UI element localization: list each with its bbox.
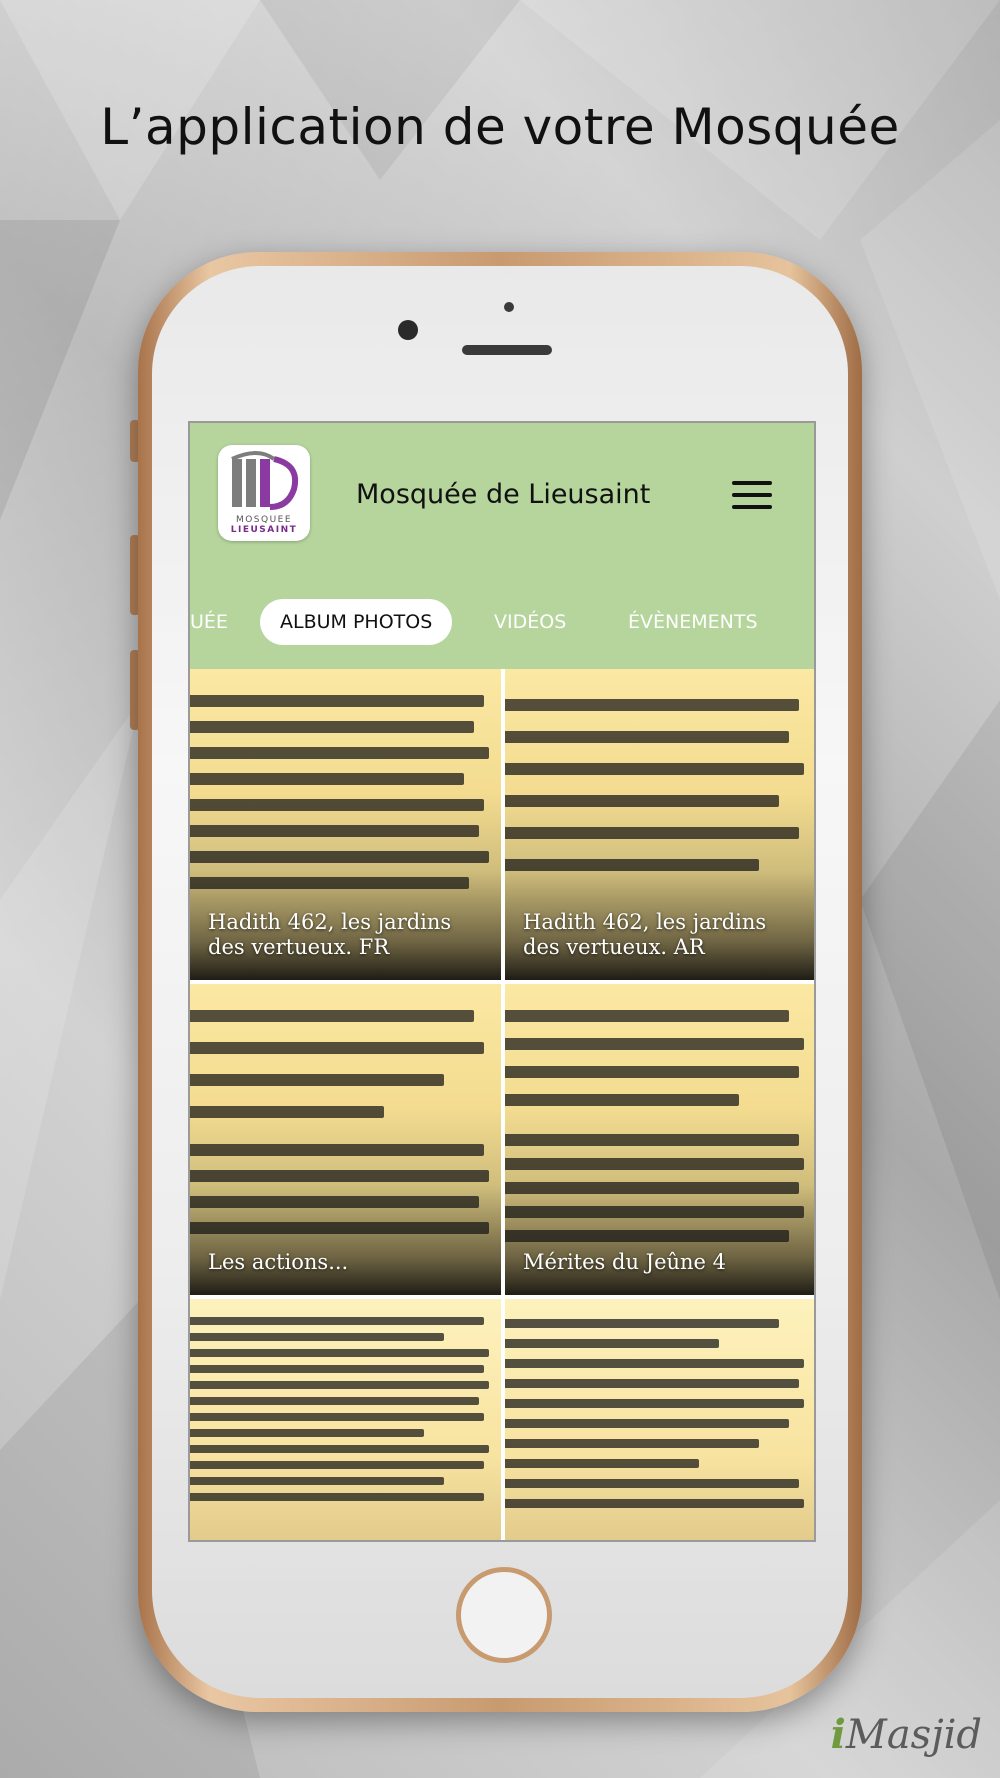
photo-caption: Hadith 462, les jardins des vertueux. FR (208, 909, 452, 959)
photo-caption: Les actions... (208, 1249, 349, 1274)
tab-album-photos[interactable]: ALBUM PHOTOS (260, 599, 452, 645)
photo-tile[interactable] (505, 669, 816, 980)
front-camera (398, 320, 418, 340)
section-tabs (190, 599, 814, 647)
photo-caption: Mérites du Jeûne 4 (523, 1249, 727, 1274)
tab-videos[interactable]: VIDÉOS (494, 611, 567, 633)
logo-text-line1: MOSQUEE (235, 515, 293, 525)
brand-prefix: i (830, 1711, 846, 1758)
tab-evenements[interactable]: ÉVÈNEMENTS (628, 611, 758, 633)
logo-text-line2: LIEUSAINT (230, 525, 298, 535)
imasjid-brand-logo (831, 1711, 982, 1758)
photo-caption: Hadith 462, les jardins des vertueux. AR (523, 909, 767, 959)
promo-headline: L’application de votre Mosquée (100, 98, 900, 156)
tab-mosquee[interactable]: UÉE (190, 611, 228, 633)
mosque-logo[interactable] (218, 445, 310, 541)
earpiece-speaker (462, 345, 552, 355)
brand-name: Masjid (845, 1712, 982, 1758)
photo-tile[interactable] (190, 984, 501, 1295)
app-title: Mosquée de Lieusaint (356, 479, 651, 510)
app-screen (188, 421, 816, 1542)
photo-tile[interactable] (505, 1299, 816, 1542)
mosque-logo-icon (218, 445, 310, 515)
hamburger-menu-icon[interactable] (732, 481, 772, 509)
photo-tile[interactable] (190, 1299, 501, 1542)
proximity-sensor (504, 302, 514, 312)
home-button[interactable] (456, 1567, 552, 1663)
photo-tile[interactable] (505, 984, 816, 1295)
app-header (190, 423, 814, 669)
photo-tile[interactable] (190, 669, 501, 980)
